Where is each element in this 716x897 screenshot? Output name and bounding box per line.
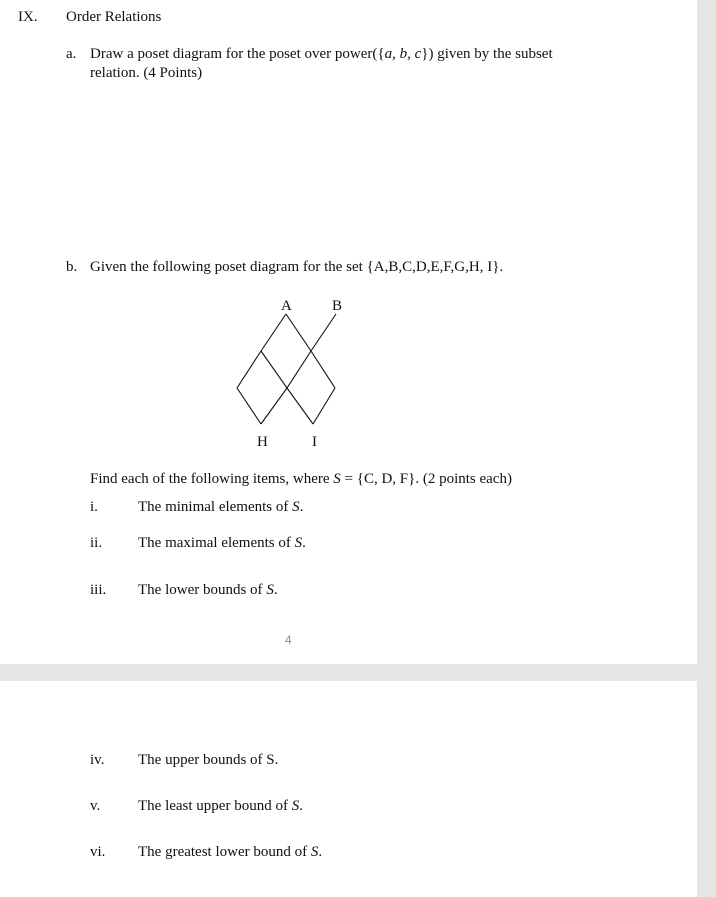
- edge-left-outer: [237, 351, 261, 388]
- poset-diagram: [230, 290, 350, 450]
- edge-a-left: [261, 314, 286, 351]
- question-b-text: Given the following poset diagram for the set {A,B,C,D,E,F,G,H, I}.: [90, 259, 504, 275]
- item-text: The least upper bound of S.: [138, 798, 303, 814]
- document-page-5: [0, 681, 697, 897]
- edge-right-outer: [311, 351, 335, 388]
- question-a-label: a.: [66, 46, 77, 62]
- question-a-line2: relation. (4 Points): [90, 65, 203, 81]
- item-text: The maximal elements of S.: [138, 535, 306, 551]
- item-numeral: v.: [90, 798, 101, 814]
- edge-a-right: [286, 314, 311, 351]
- edge-b-mid: [311, 314, 336, 351]
- item-text: The lower bounds of S.: [138, 582, 278, 598]
- node-label-i: I: [312, 434, 317, 450]
- question-a-line1: Draw a poset diagram for the poset over power({a, b, c}) given by the subset: [90, 46, 553, 62]
- edge-right-center: [287, 351, 311, 388]
- item-text: The minimal elements of S.: [138, 499, 304, 515]
- instruction-text: Find each of the following items, where S = {C, D, F}. (2 points each): [90, 471, 512, 487]
- section-title: Order Relations: [66, 9, 162, 25]
- edge-lower-right-outer: [313, 388, 335, 424]
- item-numeral: ii.: [90, 535, 103, 551]
- item-numeral: iii.: [90, 582, 107, 598]
- edge-lower-left-outer: [237, 388, 261, 424]
- item-numeral: i.: [90, 499, 98, 515]
- item-text: The upper bounds of S.: [138, 752, 279, 768]
- node-label-h: H: [257, 434, 268, 450]
- section-number: IX.: [18, 9, 38, 25]
- page-number: 4: [285, 633, 292, 647]
- edge-left-center: [261, 351, 287, 388]
- item-text: The greatest lower bound of S.: [138, 844, 323, 860]
- question-b-label: b.: [66, 259, 78, 275]
- edge-lower-left-center: [261, 388, 287, 424]
- item-numeral: vi.: [90, 844, 106, 860]
- node-label-a: A: [281, 298, 292, 314]
- item-numeral: iv.: [90, 752, 105, 768]
- edge-lower-right-center: [287, 388, 313, 424]
- node-label-b: B: [332, 298, 343, 314]
